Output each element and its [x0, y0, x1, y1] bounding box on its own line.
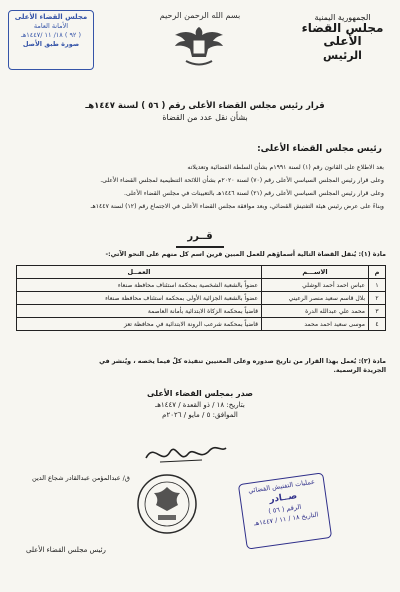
col-num-header: م	[369, 266, 386, 279]
archive-stamp-copy: صورة طبق الأصل	[22, 39, 80, 48]
outgoing-stamp-label: صــادر	[268, 490, 298, 505]
row-work: قاضياً بمحكمة الزكاة الابتدائية بأمانة العاصمة	[17, 305, 262, 318]
basmala: بسم الله الرحمن الرحيم	[159, 11, 241, 20]
decree-title: قرار رئيس مجلس القضاء الأعلى رقم ( ٥٦ ) لسنة ١٤٤٧هـ	[85, 101, 325, 111]
table-row	[17, 279, 386, 292]
letterhead-council: مجلس القضاء الأعلى	[301, 21, 384, 48]
archive-stamp-dept: الأمانة العامة	[33, 22, 69, 31]
outgoing-stamp-dept: عمليات التفتيش القضائي	[247, 477, 316, 495]
table-header-row	[17, 266, 386, 279]
row-name: موسى سعيد احمد محمد	[262, 318, 369, 331]
official-seal-icon	[136, 473, 198, 535]
row-name: عباس احمد أحمد الوشلي	[262, 279, 369, 292]
preamble-line: وعلى قرار رئيس المجلس السياسي الأعلى رقم (٢١) لسنة ١٤٤٦هـ بالتعيينات في مجلس القضاء الأعلى.	[124, 190, 384, 197]
letterhead	[295, 14, 390, 61]
row-work: عضواً بالشعبة الجزائية الأولى بمحكمة استئناف محافظة صنعاء	[17, 292, 262, 305]
transfers-table	[16, 265, 386, 331]
handwritten-signature	[140, 436, 230, 470]
row-num: ٤	[369, 318, 386, 331]
letterhead-country: الجمهورية اليمنية	[314, 13, 371, 22]
table-row	[17, 305, 386, 318]
row-num: ١	[369, 279, 386, 292]
issued-gregorian-date: الموافق: ٥ / مايو / ٢٠٢٦م	[162, 411, 238, 419]
archive-stamp-title: مجلس القضاء الأعلى	[14, 13, 88, 21]
archive-stamp-ref: ( ٩٢ ) ١٨/ ١١ /١٤٤٧هـ	[20, 31, 82, 40]
archive-stamp	[8, 10, 94, 70]
article-2-line: مادة (٢): يُعمل بهذا القرار من تاريخ صدوره وعلى المعنيين تنفيذه كلٌ فيما يخصه ، ويُنشر في	[99, 358, 386, 365]
preamble-line: بعد الاطلاع على القانون رقم (١) لسنة ١٩٩١م بشأن السلطة القضائية وتعديلاته	[187, 164, 384, 171]
article-2-line: الجريدة الرسمية.	[333, 367, 386, 375]
signer-name: ق/ عبدالمؤمن عبدالقادر شجاع الدين	[32, 474, 130, 482]
decision-underline	[176, 246, 224, 248]
article-1: مادة (١): يُنقل القضاة التالية أسماؤهم للعمل المبين قرين اسم كل منهم على النحو الآتي:-	[105, 251, 386, 258]
letterhead-president: الرئيس	[323, 48, 362, 62]
col-work-header: العمــل	[17, 266, 262, 279]
issued-hijri-date: بتاريخ: ١٨ / ذو القعدة / ١٤٤٧هـ	[155, 401, 245, 409]
issuer-heading: رئيس مجلس القضاء الأعلى:	[257, 144, 382, 154]
issued-at: صدر بمجلس القضاء الأعلى	[146, 389, 254, 398]
row-work: قاضياً بمحكمة شرعب الرونة الابتدائية في محافظة تعز	[17, 318, 262, 331]
table-row	[17, 318, 386, 331]
outgoing-stamp-number: الرقم ( ٥٦ )	[267, 503, 302, 516]
outgoing-stamp	[238, 472, 332, 549]
eagle-emblem-icon	[172, 23, 226, 69]
row-num: ٣	[369, 305, 386, 318]
issuance-block	[80, 389, 320, 419]
row-work: عضواً بالشعبة الشخصية بمحكمة استئناف محافظة صنعاء	[17, 279, 262, 292]
preamble-line: وبناءً على عرض رئيس هيئة التفتيش القضائي، وبعد موافقة مجلس القضاء الأعلى في الاجتماع رقم (١٢) لسنة ١٤٤٧هـ	[90, 203, 384, 210]
outgoing-stamp-date: التاريخ ١٨ / ١١ / ١٤٤٧هـ	[253, 510, 319, 528]
article-2	[16, 357, 386, 375]
signer-title: رئيس مجلس القضاء الأعلى	[26, 546, 106, 554]
decree-subtitle: بشأن نقل عدد من القضاة	[162, 113, 248, 122]
table-row	[17, 292, 386, 305]
row-name: محمد علي عبدالله الدرة	[262, 305, 369, 318]
col-name-header: الاســـم	[262, 266, 369, 279]
row-num: ٢	[369, 292, 386, 305]
decision-word: قــرر	[187, 231, 213, 242]
preamble-line: وعلى قرار رئيس المجلس السياسي الأعلى رقم (٧٠) لسنة ٢٠٢٠م بشأن اللائحة التنظيمية لمجلس القضاء الأعلى.	[100, 177, 384, 184]
row-name: بلال قاسم سعيد منصر الرعيني	[262, 292, 369, 305]
